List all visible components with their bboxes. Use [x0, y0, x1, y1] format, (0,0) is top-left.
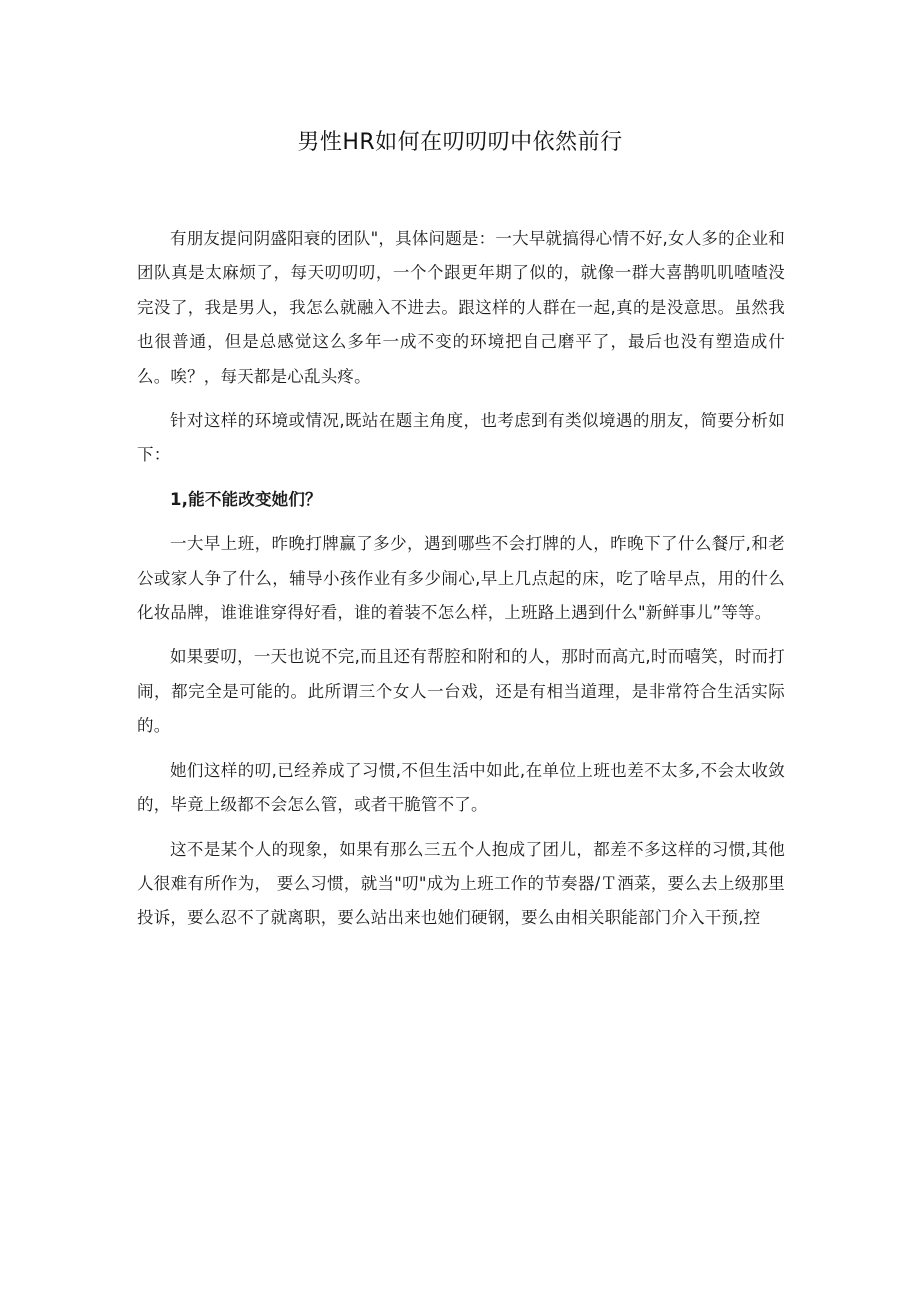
paragraph-endless-talk: 如果要叨，一天也说不完,而且还有帮腔和附和的人，那时而高亢,时而嘻笑，时而打闹，都完全是可能的。此所谓三个女人一台戏，还是有相当道理，是非常符合生活实际的。: [137, 647, 785, 736]
document-body: [137, 222, 785, 946]
section-heading-1: 1,能不能改变她们？: [170, 489, 322, 509]
page-title: 男性HR如何在叨叨叨中依然前行: [297, 130, 623, 155]
paragraph-intro: 有朋友提问阴盛阳衰的团队"，具体问题是：一大早就搞得心情不好,女人多的企业和团队真是太麻烦了，每天叨叨叨，一个个跟更年期了似的，就像一群大喜鹊叽叽喳喳没完没了，我是男人，我怎么就融入不进去。跟这样的人群在一起,真的是没意思。虽然我也很普通，但是总感觉这么多年一成不变的环境把自己磨平了，最后也没有塑造成什么。唉？，每天都是心乱头疼。: [137, 229, 785, 386]
paragraph-analysis-intro: 针对这样的环境或情况,既站在题主角度，也考虑到有类似境遇的朋友，简要分析如下：: [137, 411, 785, 465]
paragraph-options: 这不是某个人的现象，如果有那么三五个人抱成了团儿，都差不多这样的习惯,其他人很难有所作为， 要么习惯，就当"叨"成为上班工作的节奏器/Ｔ酒菜，要么去上级那里投诉，要么忍不了就离职，要么站出来也她们硬钢，要么由相关职能部门介入干预,控: [137, 839, 785, 928]
paragraph-morning-chatter: 一大早上班，昨晚打牌赢了多少，遇到哪些不会打牌的人，昨晚下了什么餐厅,和老公或家人争了什么，辅导小孩作业有多少闹心,早上几点起的床，吃了啥早点，用的什么化妆品牌，谁谁谁穿得好看，谁的着装不怎么样，上班路上遇到什么"新鲜事儿”等等。: [137, 534, 785, 623]
paragraph-habit: 她们这样的叨,已经养成了习惯,不但生活中如此,在单位上班也差不太多,不会太收敛的，毕竟上级都不会怎么管，或者干脆管不了。: [137, 760, 785, 815]
